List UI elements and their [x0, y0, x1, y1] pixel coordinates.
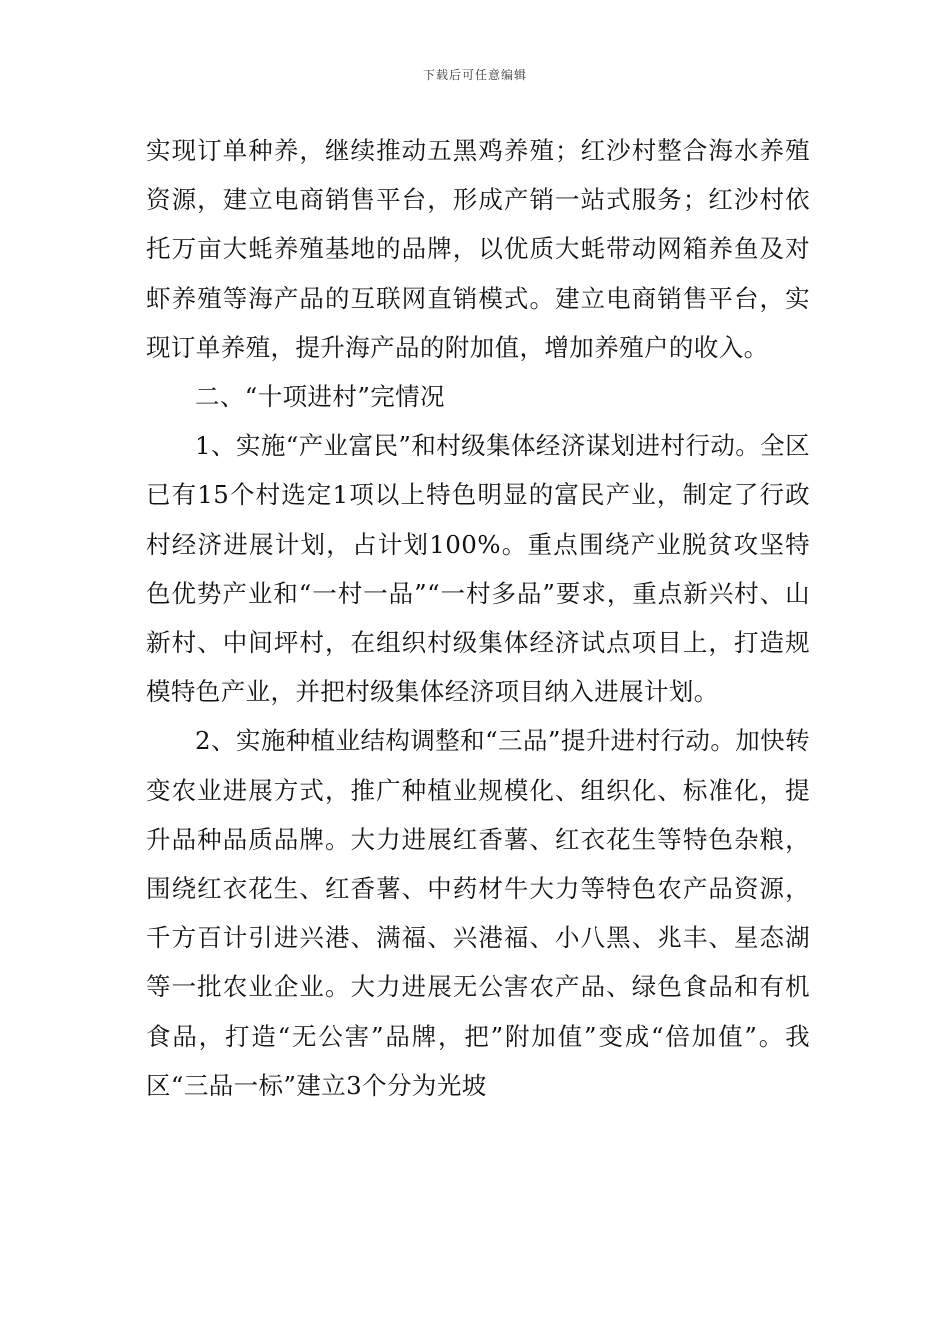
paragraph-item-1: 1、实施“产业富民”和村级集体经济谋划进村行动。全区已有15个村选定1项以上特色明显的富民产业，制定了行政村经济进展计划，占计划100%。重点围绕产业脱贫攻坚特色优势产业和“一村一品”“一村多品”要求，重点新兴村、山新村、中间坪村，在组织村级集体经济试点项目上，打造规模特色产业，并把村级集体经济项目纳入进展计划。 [146, 431, 810, 707]
section-heading: 二、“十项进村”完情况 [195, 382, 445, 412]
header-note: 下载后可任意编辑 [422, 68, 527, 82]
paragraph-continuation: 实现订单种养，继续推动五黑鸡养殖；红沙村整合海水养殖资源，建立电商销售平台，形成产销一站式服务；红沙村依托万亩大蚝养殖基地的品牌，以优质大蚝带动网箱养鱼及对虾养殖等海产品的互联网直销模式。建立电商销售平台，实现订单养殖，提升海产品的附加值，增加养殖户的收入。 [146, 136, 810, 362]
document-body [146, 126, 810, 1110]
paragraph-item-2: 2、实施种植业结构调整和“三品”提升进村行动。加快转变农业进展方式，推广种植业规模化、组织化、标准化，提升品种品质品牌。大力进展红香薯、红衣花生等特色杂粮，围绕红衣花生、红香薯、中药材牛大力等特色农产品资源，千方百计引进兴港、满福、兴港福、小八黑、兆丰、星态湖等一批农业企业。大力进展无公害农产品、绿色食品和有机食品，打造“无公害”品牌，把”附加值”变成“倍加值”。我区“三品一标”建立3个分为光坡 [146, 726, 810, 1100]
